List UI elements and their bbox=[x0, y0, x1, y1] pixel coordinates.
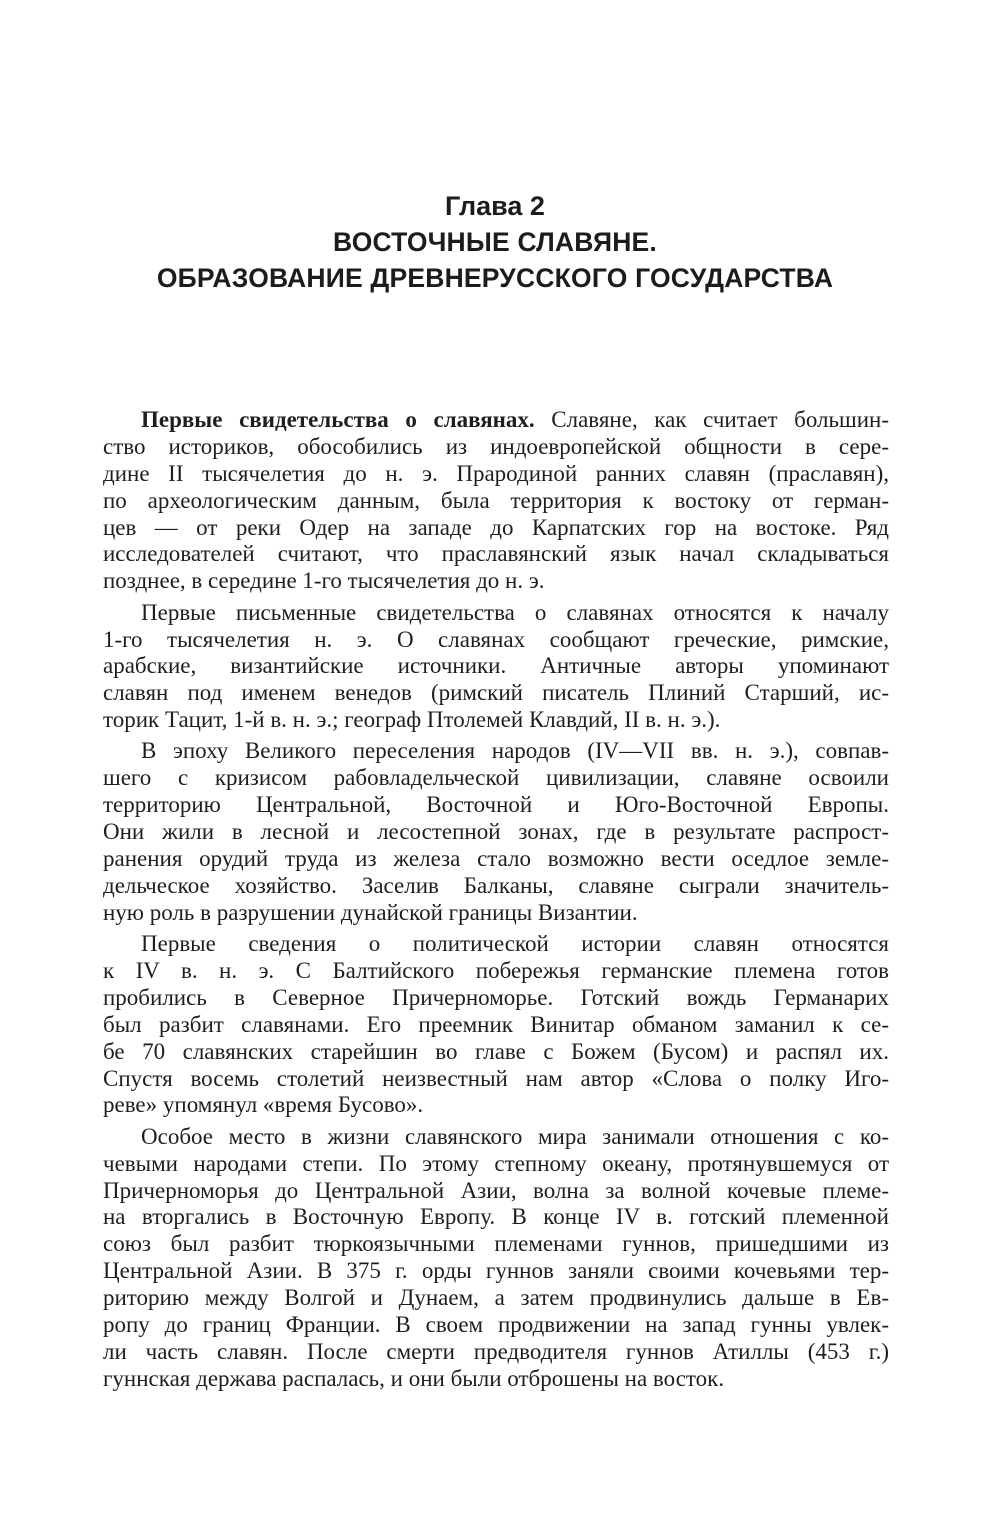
text-line: ропу до границ Франции. В своем продвижении на запад гунны увлек- bbox=[103, 1311, 889, 1337]
text-line: бе 70 славянских старейшин во главе с Божем (Бусом) и распял их. bbox=[103, 1038, 889, 1064]
paragraph-4 bbox=[103, 931, 889, 1119]
text-line: Причерноморья до Центральной Азии, волна за волной кочевые племе- bbox=[103, 1177, 889, 1203]
chapter-body bbox=[103, 407, 889, 1397]
text-line: Первые письменные свидетельства о славянах относятся к началу bbox=[141, 599, 889, 625]
text-line: В эпоху Великого переселения народов (IV—VII вв. н. э.), совпав- bbox=[141, 738, 889, 764]
text-line: территорию Центральной, Восточной и Юго-Восточной Европы. bbox=[103, 792, 889, 818]
text-line: ство историков, обособились из индоевропейской общности в сере- bbox=[103, 433, 889, 459]
text-line: шего с кризисом рабовладельческой цивилизации, славяне освоили bbox=[103, 765, 889, 791]
text-line: торик Тацит, 1-й в. н. э.; географ Птолемей Клавдий, II в. н. э.). bbox=[103, 707, 721, 733]
text-line: ную роль в разрушении дунайской границы Византии. bbox=[103, 899, 638, 925]
text-line: был разбит славянами. Его преемник Винитар обманом заманил к се- bbox=[103, 1011, 889, 1037]
text-fragment: Славяне, как считает большин- bbox=[534, 407, 889, 432]
text-line bbox=[103, 407, 889, 434]
text-line: Особое место в жизни славянского мира занимали отношения с ко- bbox=[141, 1123, 889, 1149]
text-line: союз был разбит тюркоязычными племенами гуннов, пришедшими из bbox=[103, 1231, 889, 1257]
chapter-number: Глава 2 bbox=[445, 191, 545, 221]
text-line: дине II тысячелетия до н. э. Прародиной ранних славян (праславян), bbox=[103, 460, 889, 486]
text-line: Спустя восемь столетий неизвестный нам автор «Слова о полку Иго- bbox=[103, 1065, 889, 1091]
text-line: к IV в. н. э. С Балтийского побережья германские племена готов bbox=[103, 957, 889, 983]
text-line: Центральной Азии. В 375 г. орды гуннов заняли своими кочевьями тер- bbox=[103, 1258, 889, 1284]
text-line: цев — от реки Одер на западе до Карпатских гор на востоке. Ряд bbox=[103, 514, 889, 540]
text-line: позднее, в середине 1-го тысячелетия до н. э. bbox=[103, 568, 545, 594]
text-line: пробились в Северное Причерноморье. Готский вождь Германарих bbox=[103, 984, 889, 1010]
text-line: арабские, византийские источники. Античные авторы упоминают bbox=[103, 653, 889, 679]
text-line: чевыми народами степи. По этому степному океану, протянувшемуся от bbox=[103, 1150, 889, 1176]
text-line: Первые сведения о политической истории славян относятся bbox=[141, 931, 889, 957]
chapter-heading bbox=[100, 188, 890, 296]
paragraph-2 bbox=[103, 600, 889, 734]
text-line: ранения орудий труда из железа стало возможно вести оседлое земле- bbox=[103, 846, 889, 872]
text-line: дельческое хозяйство. Заселив Балканы, славяне сыграли значитель- bbox=[103, 872, 889, 898]
paragraph-1 bbox=[103, 407, 889, 595]
text-line: на вторгались в Восточную Европу. В конце IV в. готский племенной bbox=[103, 1204, 889, 1230]
text-line: ли часть славян. После смерти предводителя гуннов Атиллы (453 г.) bbox=[103, 1338, 889, 1364]
paragraph-5 bbox=[103, 1124, 889, 1393]
text-line: 1-го тысячелетия н. э. О славянах сообщают греческие, римские, bbox=[103, 626, 889, 652]
text-line: по археологическим данным, была территория к востоку от герман- bbox=[103, 487, 889, 513]
paragraph-3 bbox=[103, 738, 889, 926]
text-line: гуннская держава распалась, и они были отброшены на восток. bbox=[103, 1365, 725, 1391]
text-line: реве» упомянул «время Бусово». bbox=[103, 1092, 424, 1118]
text-line: славян под именем венедов (римский писатель Плиний Старший, ис- bbox=[103, 680, 889, 706]
text-line: риторию между Волгой и Дунаем, а затем продвинулись дальше в Ев- bbox=[103, 1285, 889, 1311]
section-lead-title: Первые свидетельства о славянах. bbox=[141, 407, 535, 432]
text-line: Они жили в лесной и лесостепной зонах, где в результате распрост- bbox=[103, 819, 889, 845]
chapter-title-line-2: ОБРАЗОВАНИЕ ДРЕВНЕРУССКОГО ГОСУДАРСТВА bbox=[156, 263, 834, 293]
chapter-title-line-1: ВОСТОЧНЫЕ СЛАВЯНЕ. bbox=[333, 227, 657, 257]
text-line: исследователей считают, что праславянский язык начал складываться bbox=[103, 541, 889, 567]
